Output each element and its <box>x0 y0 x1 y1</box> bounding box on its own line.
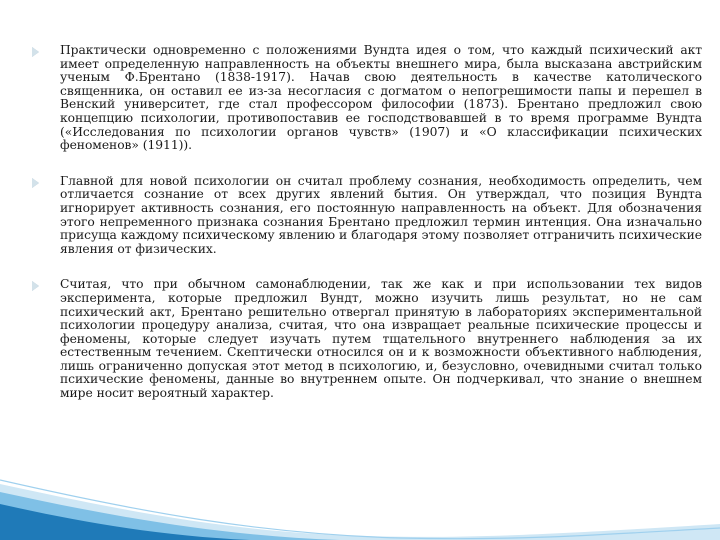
bullet-text: Считая, что при обычном самонаблюдении, так же как и при использовании тех видов эксперимента, которые предложил Вундт, можно изучить лишь результат, но не сам психический акт, Брентано решительно отвергал принятую в лабораториях экспериментальной психологии процедуру анализа, считая, что она извращает реальные психические процессы и феномены, которые следует изучать путем тщательного внутреннего наблюдения за их естественным течением. Скептически относился он и к возможности объективного наблюдения, лишь ограниченно допуская этот метод в психологию, и, безусловно, очевидными считал только психические феномены, данные во внутреннем опыте. Он подчеркивал, что знание о внешнем мире носит вероятный характер. <box>60 277 702 401</box>
bullet-item <box>32 44 702 153</box>
bullet-item <box>32 278 702 400</box>
slide-content <box>32 44 702 401</box>
triangle-bullet-icon <box>32 281 39 291</box>
bullet-text: Практически одновременно с положениями Вундта идея о том, что каждый психический акт имеет определенную направленность на объекты внешнего мира, была высказана австрийским ученым Ф.Брентано (1838-1917). Начав свою деятельность в качестве католического священника, он оставил ее из-за несогласия с догматом о непогрешимости папы и перешел в Венский университет, где стал профессором философии (1873). Брентано предложил свою концепцию психологии, противопоставив ее господствовавшей в то время программе Вундта («Исследования по психологии органов чувств» (1907) и «О классификации психических феноменов» (1911)). <box>60 43 702 153</box>
bullet-item <box>32 175 702 257</box>
bullet-text: Главной для новой психологии он считал проблему сознания, необходимость определить, чем отличается сознание от всех других явлений бытия. Он утверждал, что позиция Вундта игнорирует активность сознания, его постоянную направленность на объект. Для обозначения этого непременного признака сознания Брентано предложил термин интенция. Она изначально присуща каждому психическому явлению и благодаря этому позволяет отграничить психические явления от физических. <box>60 173 702 256</box>
triangle-bullet-icon <box>32 178 39 188</box>
triangle-bullet-icon <box>32 47 39 57</box>
decorative-wave <box>0 420 720 540</box>
